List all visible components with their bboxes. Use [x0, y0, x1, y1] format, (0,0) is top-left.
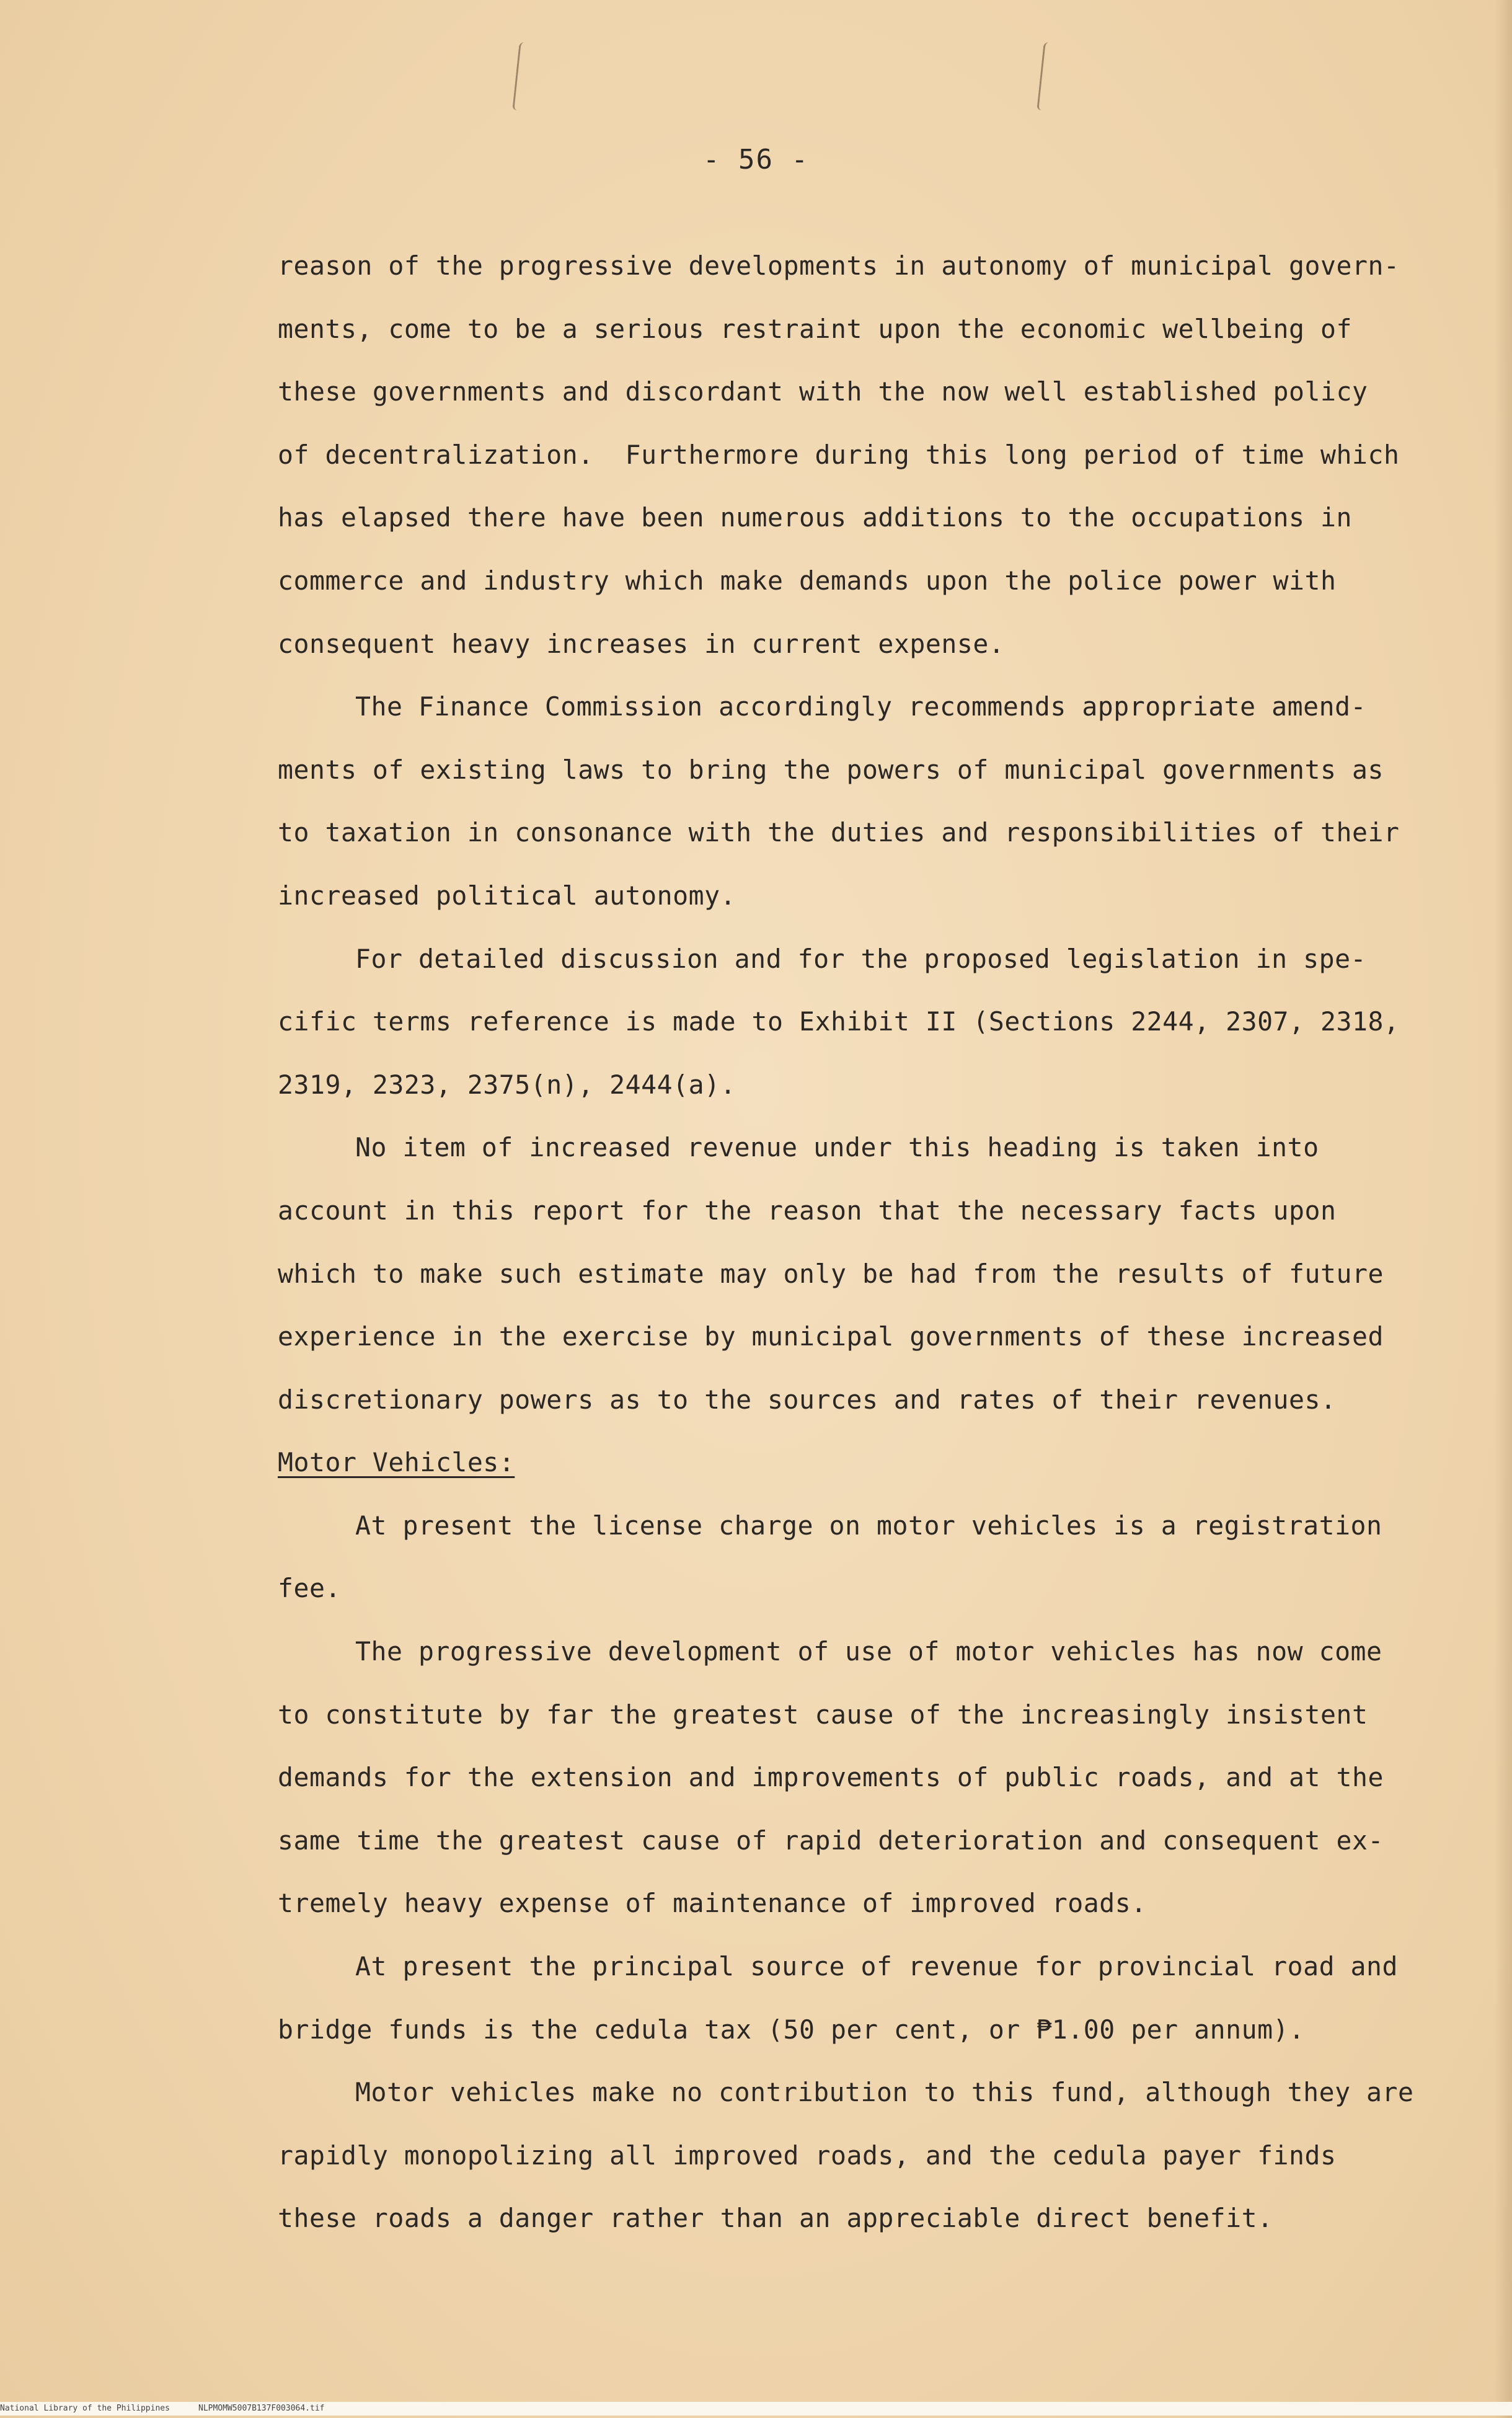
- text-line: At present the principal source of revenue for provincial road and: [355, 1951, 1399, 1982]
- text-line: these governments and discordant with the now well established policy: [278, 376, 1368, 407]
- text-line: demands for the extension and improvements of public roads, and at the: [278, 1762, 1384, 1793]
- text-line: fee.: [278, 1573, 341, 1604]
- text-line: to constitute by far the greatest cause of the increasingly insistent: [278, 1699, 1368, 1730]
- text-line: bridge funds is the cedula tax (50 per cent, or ₱1.00 per annum).: [278, 2014, 1305, 2045]
- scan-footer: [0, 2402, 1512, 2416]
- text-line: these roads a danger rather than an appreciable direct benefit.: [278, 2203, 1273, 2234]
- staple-hole-right: [1037, 42, 1054, 110]
- text-line: rapidly monopolizing all improved roads, and the cedula payer finds: [278, 2140, 1337, 2171]
- text-line: same time the greatest cause of rapid deterioration and consequent ex-: [278, 1825, 1384, 1856]
- section-heading: Motor Vehicles:: [278, 1447, 515, 1478]
- text-line: tremely heavy expense of maintenance of improved roads.: [278, 1888, 1147, 1919]
- text-line: experience in the exercise by municipal governments of these increased: [278, 1321, 1384, 1352]
- text-line: 2319, 2323, 2375(n), 2444(a).: [278, 1069, 736, 1100]
- text-line: No item of increased revenue under this heading is taken into: [355, 1132, 1319, 1163]
- text-line: cific terms reference is made to Exhibit II (Sections 2244, 2307, 2318,: [278, 1006, 1400, 1037]
- text-line: of decentralization. Furthermore during this long period of time which: [278, 439, 1400, 470]
- text-line: For detailed discussion and for the proposed legislation in spe-: [355, 943, 1367, 974]
- text-line: which to make such estimate may only be had from the results of future: [278, 1258, 1384, 1289]
- text-line: At present the license charge on motor vehicles is a registration: [355, 1510, 1382, 1541]
- text-line: Motor vehicles make no contribution to this fund, although they are: [355, 2077, 1414, 2108]
- section-heading-line: [278, 1431, 1406, 1494]
- text-line: discretionary powers as to the sources and rates of their revenues.: [278, 1384, 1337, 1415]
- typed-body-text: [278, 234, 1414, 2250]
- text-line: increased political autonomy.: [278, 880, 736, 911]
- scan-filename: NLPMOMW5007B137F003064.tif: [198, 2404, 325, 2413]
- library-credit: National Library of the Philippines: [0, 2404, 170, 2413]
- text-line: ments of existing laws to bring the powers of municipal governments as: [278, 754, 1384, 785]
- text-line: to taxation in consonance with the duties and responsibilities of their: [278, 817, 1400, 848]
- staple-hole-left: [512, 42, 530, 110]
- text-line: commerce and industry which make demands upon the police power with: [278, 565, 1337, 596]
- text-line: account in this report for the reason that the necessary facts upon: [278, 1195, 1337, 1226]
- text-line: reason of the progressive developments in autonomy of municipal govern-: [278, 250, 1400, 281]
- page-edge-shadow: [1495, 0, 1512, 2418]
- text-line: The progressive development of use of motor vehicles has now come: [355, 1636, 1382, 1667]
- text-line: ments, come to be a serious restraint upon the economic wellbeing of: [278, 313, 1352, 344]
- text-line: has elapsed there have been numerous additions to the occupations in: [278, 502, 1352, 533]
- page-number: - 56 -: [703, 144, 809, 175]
- text-line: consequent heavy increases in current expense.: [278, 628, 1005, 659]
- text-line: The Finance Commission accordingly recommends appropriate amend-: [355, 691, 1367, 722]
